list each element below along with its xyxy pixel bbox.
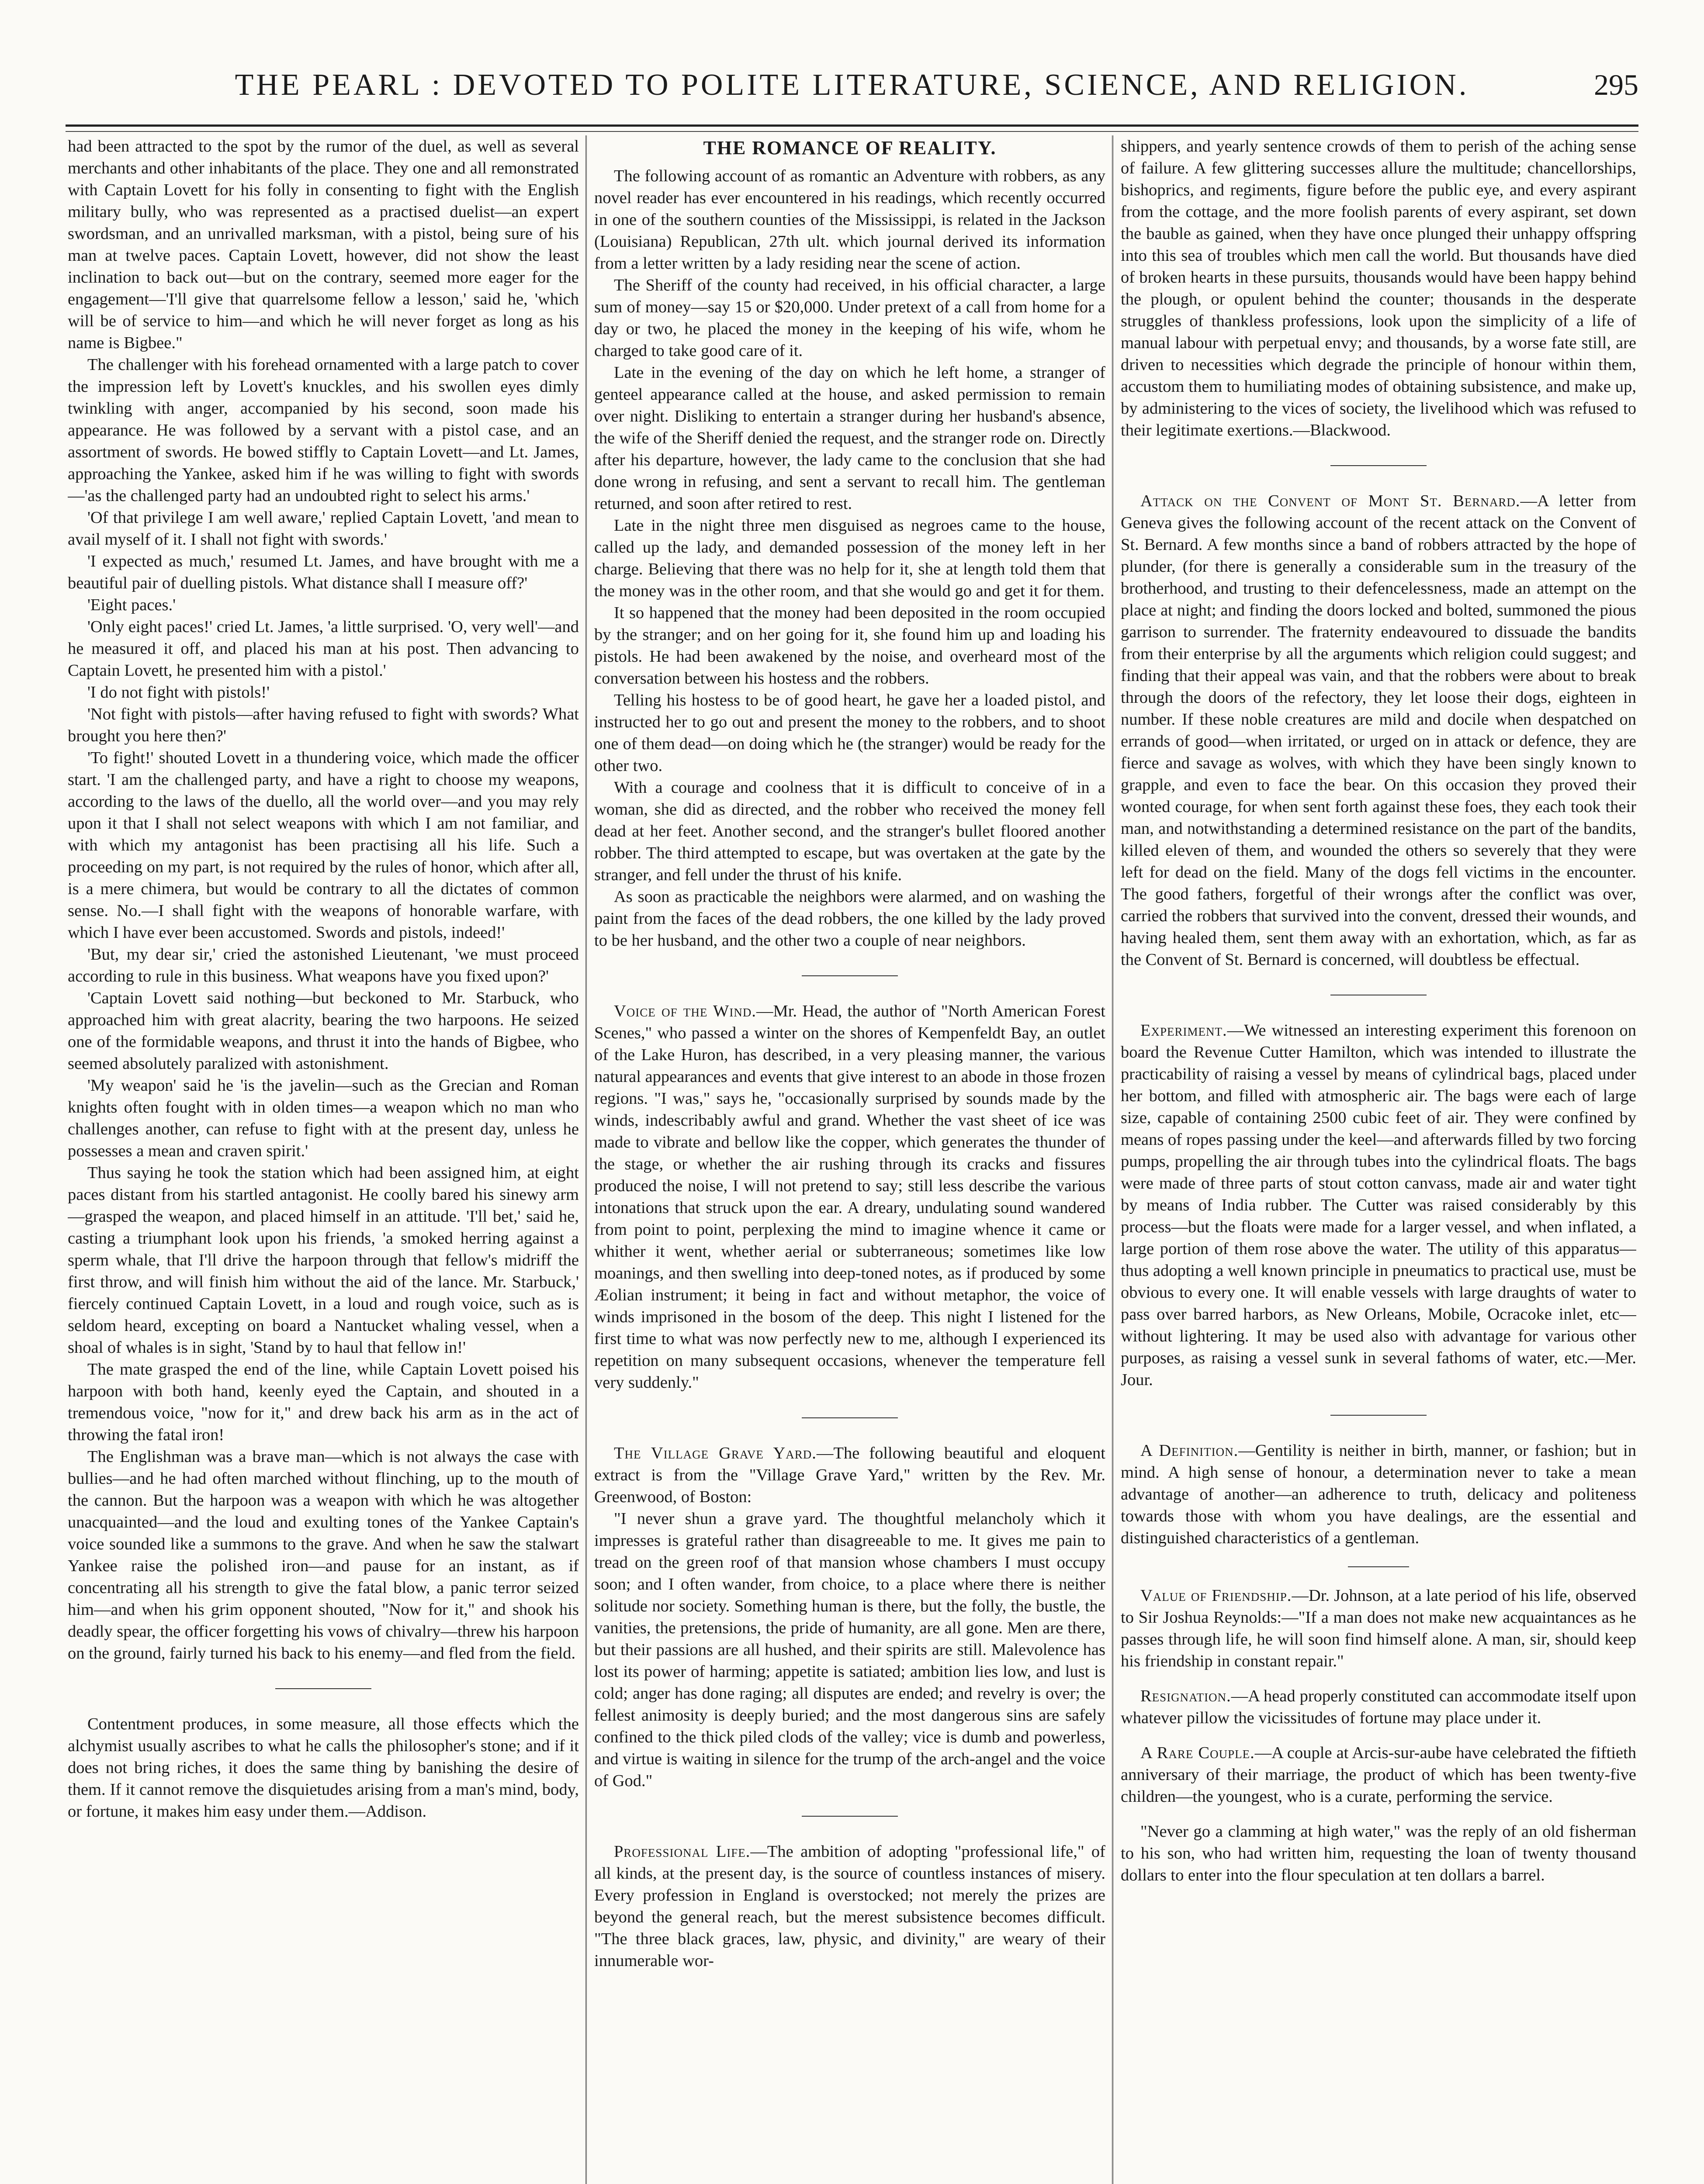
duel-paragraph: 'Not fight with pistols—after having refused to fight with swords? What brought you here then?': [68, 705, 579, 745]
section-separator: [275, 1688, 371, 1689]
romance-paragraph: Late in the evening of the day on which he left home, a stranger of genteel appearance called at the house, and asked permission to remain over night. Disliking to entertain a stranger during her husband's absence, the wife of the Sheriff denied the request, and the stranger rode on. Directly after his departure, however, the lady came to the conclusion that she had done wrong in refusing, and sent a servant to recall him. The gentleman returned, and soon after retired to rest.: [594, 363, 1105, 513]
section-separator: [1330, 1415, 1427, 1416]
duel-paragraph: 'I do not fight with pistols!': [87, 683, 270, 702]
duel-paragraph: 'Of that privilege I am well aware,' replied Captain Lovett, 'and mean to avail myself of it. I shall not fight with swords.': [68, 508, 579, 549]
section-separator: [1348, 1566, 1409, 1567]
definition-heading: A Definition.: [1140, 1441, 1239, 1460]
duel-paragraph: Thus saying he took the station which had been assigned him, at eight paces distant from his startled antagonist. He coolly bared his sinewy arm—grasped the weapon, and placed himself in an attitude. 'I'll bet,' said he, casting a triumphant look upon his friends, 'a smoked herring against a sperm whale, that I'll drive the harpoon through that fellow's midriff the first throw, and will finish him without the aid of the lance. Mr. Starbuck,' fiercely continued Captain Lovett, in a loud and rough voice, such as is seldom heard, excepting on board a Nantucket whaling vessel, when a shoal of whales is in sight, 'Stand by to haul that fellow in!': [68, 1164, 579, 1357]
romance-paragraph: Late in the night three men disguised as negroes came to the house, called up the lady, and demanded possession of the money left in her charge. Believing that there was no help for it, she at length told them that the money was in the other room, and that she would go and get it for them.: [594, 516, 1105, 600]
section-separator: [802, 1417, 898, 1418]
resignation-heading: Resignation.: [1140, 1687, 1231, 1705]
couple-heading: A Rare Couple.: [1140, 1744, 1255, 1762]
duel-paragraph: had been attracted to the spot by the rumor of the duel, as well as several merchants and other inhabitants of the place. They one and all remonstrated with Captain Lovett for his folly in consenting to fight with the English military bully, who was represented as a practised duelist—an expert swordsman, and an unrivalled marksman, with a pistol, being sure of his man at twelve paces. Captain Lovett, however, did not show the least inclination to back out—but on the contrary, seemed more eager for the engagement—'I'll give that quarrelsome fellow a lesson,' said he, 'which will be of service to him—and which he will never forget as long as his name is Bigbee.": [68, 137, 579, 352]
romance-paragraph: Telling his hostess to be of good heart, he gave her a loaded pistol, and instructed her to go out and present the money to the robbers, and to shoot one of them dead—on doing which he (the stranger) would be ready for the other two.: [594, 691, 1105, 775]
resignation-paragraph: [1121, 1685, 1636, 1729]
wind-paragraph: [594, 1000, 1105, 1393]
section-separator: [802, 975, 898, 976]
attack-text: —A letter from Geneva gives the following account of the recent attack on the Convent of St. Bernard. A few months since a band of robbers attracted by the hope of plunder, (for there is generally a considerable sum in the treasury of the brotherhood, and trusting to their defencelessness, made an attempt on the place at night; and finding the doors locked and bolted, summoned the pious garrison to surrender. The fraternity endeavoured to dissuade the bandits from their enterprise by all the arguments which religion could suggest; and finding that their appeal was vain, and that the robbers were about to break through the doors of the refectory, they let loose their dogs, eighteen in number. If these noble creatures are mild and docile when despatched on errands of good—when irritated, or urged on in attack or defence, they are fierce and savage as wolves, with which they have been singly known to grapple, and even to face the bear. On this occasion they proved their wonted courage, for when sent forth against these foes, they each took their man, and notwithstanding a determined resistance on the part of the bandits, killed eleven of them, and wounded the others so severely that they were left for dead on the field. Many of the dogs fell victims in the encounter. The good fathers, forgetful of their wrongs after the conflict was over, carried the robbers that survived into the convent, dressed their wounds, and having healed them, sent them away with an exhortation, which, as far as the Convent of St. Bernard is concerned, will doubtless be effectual.: [1121, 492, 1636, 969]
article-title: THE ROMANCE OF REALITY.: [703, 137, 997, 159]
column-right: [1121, 135, 1636, 2184]
romance-paragraph: The following account of as romantic an Adventure with robbers, as any novel reader has ever encountered in his readings, which recently occurred in one of the southern counties of the Mississippi, is related in the Jackson (Louisiana) Republican, 27th ult. which journal derived its information from a letter written by a lady residing near the scene of action.: [594, 167, 1105, 273]
header-rule: [66, 124, 1638, 132]
duel-paragraph: 'Eight paces.': [87, 596, 176, 614]
grave-intro: [594, 1442, 1105, 1508]
duel-paragraph: 'I expected as much,' resumed Lt. James, and have brought with me a beautiful pair of duelling pistols. What distance shall I measure off?': [68, 552, 579, 592]
experiment-text: —We witnessed an interesting experiment this forenoon on board the Revenue Cutter Hamilton, which was intended to illustrate the practicability of raising a vessel by means of cylindrical bags, placed under her bottom, and filled with atmospheric air. The bags were each of large size, capable of containing 2500 cubic feet of air. They were confined by means of ropes passing under the keel—and afterwards filled by two forcing pumps, propelling the air through tubes into the cylindrical floats. The bags were made of three parts of stout cotton canvass, made air and water tight by means of India rubber. The Cutter was raised considerably by this process—but the floats were made for a larger vessel, and when inflated, a large portion of them rose above the water. The utility of this apparatus—thus adopting a well known principle in pneumatics to practical use, must be obvious to every one. It will enable vessels with large draughts of water to pass over barred harbors, as New Orleans, Mobile, Ocracoke inlet, etc—without lightering. It may be used also with advantage for various other purposes, as raising a vessel sunk in several fathoms of water, etc.—Mer. Jour.: [1121, 1021, 1636, 1389]
resignation-text: —A head properly constituted can accommodate itself upon whatever pillow the vicissitudes of fortune may place under it.: [1121, 1687, 1636, 1727]
professional-continued: shippers, and yearly sentence crowds of them to perish of the aching sense of failure. A few glittering successes allure the multitude; chancellorships, bishoprics, and regiments, figure before the public eye, and every aspirant from the cottage, and the more foolish parents of every aspirant, set down the bauble as gained, when they have once plunged their unhappy offspring into this sea of troubles which men call the world. But thousands have died of broken hearts in these pursuits, thousands would have been happy behind the plough, or opulent behind the counter; thousands in the desperate struggles of thankless professions, look upon the simplicity of a life of manual labour with perpetual envy; and thousands, by a worse fate still, are driven to necessities which degrade the principle of honour within them, accustom them to humiliating modes of obtaining subsistence, and make up, by administering to the vices of society, the livelihood which was refused to their legitimate exertions.—Blackwood.: [1121, 137, 1636, 439]
duel-paragraph: 'To fight!' shouted Lovett in a thundering voice, which made the officer start. 'I am the challenged party, and have a right to choose my weapons, according to the laws of the duello, all the world over—and you may rely upon it that I shall not select weapons with which I am not familiar, and with which my antagonist has been practising all his life. Such a proceeding on my part, is not required by the rules of honor, which after all, is a mere chimera, but would be contrary to all the dictates of common sense. No.—I shall fight with the weapons of honorable warfare, with which I have ever been accustomed. Swords and pistols, indeed!': [68, 749, 579, 942]
page-number: 295: [1594, 68, 1638, 101]
duel-paragraph: The Englishman was a brave man—which is not always the case with bullies—and he had often marched without flinching, up to the mouth of the cannon. But the harpoon was a weapon with which he was altogether unacquainted—and the loud and exulting tones of the Yankee Captain's voice sounded like a summons to the grave. And when he saw the stalwart Yankee raise the polished iron—and pause for an instant, as if concentrating all his strength to give the fatal blow, a panic terror seized him—and when his grim opponent shouted, "Now for it," and shook his deadly spear, the officer forgetting his vows of chivalry—threw his harpoon on the ground, fairly turned his back to his enemy—and fled from the field.: [68, 1448, 579, 1662]
column-middle: [594, 135, 1105, 2184]
column-divider: [585, 135, 587, 2184]
definition-paragraph: [1121, 1440, 1636, 1549]
couple-text: —A couple at Arcis-sur-aube have celebrated the fiftieth anniversary of their marriage, the product of which has been twenty-five children—the youngest, who is a curate, performing the service.: [1121, 1744, 1636, 1806]
wind-text: —Mr. Head, the author of "North American Forest Scenes," who passed a winter on the shores of Kempenfeldt Bay, an outlet of the Lake Huron, has described, in a very pleasing manner, the various natural appearances and events that give interest to an abode in those frozen regions. "I was," says he, "occasionally surprised by sounds made by the winds, indescribably awful and grand. Whether the vast sheet of ice was made to vibrate and bellow like the copper, which generates the thunder of the stage, or whether the air rushing through its cracks and fissures produced the noise, I will not pretend to say; still less describe the various intonations that struck upon the ear. A dreary, undulating sound wandered from point to point, perplexing the mind to imagine whence it came or whither it went, whether aerial or subterraneous; sometimes like low moanings, and then swelling into deep-toned notes, as if produced by some Æolian instrument; it being in fact and without metaphor, the voice of winds imprisoned in the bosom of the deep. This night I listened for the first time to what was now perfectly new to me, although I experienced its repetition on many subsequent occasions, whenever the temperature fell very suddenly.": [594, 1002, 1105, 1392]
friendship-heading: Value of Friendship.: [1140, 1586, 1292, 1605]
journal-title: THE PEARL : DEVOTED TO POLITE LITERATURE, SCIENCE, AND RELIGION.: [235, 68, 1469, 102]
friendship-text: —Dr. Johnson, at a late period of his life, observed to Sir Joshua Reynolds:—"If a man does not make new acquaintances as he passes through life, he will soon find himself alone. A man, sir, should keep his friendship in constant repair.": [1121, 1586, 1636, 1670]
grave-intro-text: —The following beautiful and eloquent extract is from the "Village Grave Yard," written by the Rev. Mr. Greenwood, of Boston:: [594, 1444, 1105, 1506]
clamming-paragraph: "Never go a clamming at high water," was the reply of an old fisherman to his son, who had written him, requesting the loan of twenty thousand dollars to enter into the flour speculation at ten dollars a barrel.: [1121, 1822, 1636, 1884]
duel-paragraph: The challenger with his forehead ornamented with a large patch to cover the impression left by Lovett's knuckles, and his swollen eyes dimly twinkling with anger, accompanied by his second, soon made his appearance. He was followed by a servant with a pistol case, and an assortment of swords. He bowed stiffly to Captain Lovett—and Lt. James, approaching the Yankee, asked him if he was willing to fight with swords—'as the challenged party had an undoubted right to select his arms.': [68, 356, 579, 505]
definition-text: —Gentility is neither in birth, manner, or fashion; but in mind. A high sense of honour, a determination never to take a mean advantage of another—an adherence to truth, delicacy and politeness towards those with whom you have dealings, are the essential and distinguished characteristics of a gentleman.: [1121, 1441, 1636, 1547]
wind-heading: Voice of the Wind.: [614, 1002, 756, 1020]
column-divider: [1112, 135, 1113, 2184]
duel-paragraph: 'Only eight paces!' cried Lt. James, 'a little surprised. 'O, very well'—and he measured it off, and placed his man at his post. Then advancing to Captain Lovett, he presented him with a pistol.': [68, 618, 579, 680]
romance-paragraph: It so happened that the money had been deposited in the room occupied by the stranger; and on her going for it, she found him up and loading his pistols. He had been awakened by the noise, and overheard most of the conversation between his hostess and the robbers.: [594, 604, 1105, 688]
section-separator: [802, 1816, 898, 1817]
professional-text: —The ambition of adopting "professional life," of all kinds, at the present day, is the source of countless instances of misery. Every profession in England is overstocked; not merely the prizes are beyond the general reach, but the merest subsistence becomes difficult. "The three black graces, law, physic, and divinity," are weary of their innumerable wor-: [594, 1842, 1105, 1970]
section-separator: [1330, 465, 1427, 466]
page-header: [66, 50, 1638, 116]
experiment-heading: Experiment.: [1140, 1021, 1227, 1040]
column-left: [68, 135, 579, 2184]
romance-paragraph: The Sheriff of the county had received, in his official character, a large sum of money—say 15 or $20,000. Under pretext of a call from home for a day or two, he placed the money in the keeping of his wife, whom he charged to take good care of it.: [594, 276, 1105, 360]
duel-paragraph: 'But, my dear sir,' cried the astonished Lieutenant, 'we must proceed according to rule in this business. What weapons have you fixed upon?': [68, 945, 579, 985]
romance-paragraph: As soon as practicable the neighbors were alarmed, and on washing the paint from the faces of the dead robbers, the one killed by the lady proved to be her husband, and the other two a couple of near neighbors.: [594, 888, 1105, 950]
romance-paragraph: With a courage and coolness that it is difficult to conceive of in a woman, she did as directed, and the robber who received the money fell dead at her feet. Another second, and the stranger's bullet floored another robber. The third attempted to escape, but was overtaken at the gate by the stranger, and fell under the thrust of his knife.: [594, 778, 1105, 884]
professional-heading: Professional Life.: [614, 1842, 751, 1861]
friendship-paragraph: [1121, 1585, 1636, 1672]
couple-paragraph: [1121, 1742, 1636, 1807]
attack-paragraph: [1121, 490, 1636, 971]
grave-heading: The Village Grave Yard.: [614, 1444, 817, 1462]
duel-paragraph: The mate grasped the end of the line, while Captain Lovett poised his harpoon with both hand, keenly eyed the Captain, and shouted in a tremendous voice, "now for it," and drew back his arm as in the act of throwing the fatal iron!: [68, 1360, 579, 1444]
duel-paragraph: 'Captain Lovett said nothing—but beckoned to Mr. Starbuck, who approached him with great alacrity, bearing the two harpoons. He seized one of the formidable weapons, and thrust it into the hands of Bigbee, who seemed absolutely paralized with astonishment.: [68, 989, 579, 1073]
professional-paragraph: [594, 1841, 1105, 1972]
attack-heading: Attack on the Convent of Mont St. Bernard.: [1140, 492, 1520, 510]
duel-paragraph: 'My weapon' said he 'is the javelin—such as the Grecian and Roman knights often fought with in olden times—a weapon which no man who challenges another, can refuse to fight with at the present day, unless he possesses a mean and craven spirit.': [68, 1076, 579, 1160]
grave-quote: "I never shun a grave yard. The thoughtful melancholy which it impresses is grateful rather than disagreeable to me. It gives me pain to tread on the green roof of that mansion whose chambers I must occupy soon; and I often wander, from choice, to a place where there is neither solitude nor society. Something human is there, but the folly, the bustle, the vanities, the pretensions, the pride of humanity, are all gone. Men are there, but their passions are all hushed, and their spirits are still. Malevolence has lost its power of harming; appetite is satiated; ambition lies low, and lust is cold; anger has done raging; all disputes are ended; and revelry is over; the fellest animosity is deeply buried; and the most dangerous sins are safely confined to the thick piled clods of the valley; vice is dumb and powerless, and virtue is waiting in silence for the trump of the arch-angel and the voice of God.": [594, 1510, 1105, 1790]
addison-paragraph: Contentment produces, in some measure, all those effects which the alchymist usually ascribes to what he calls the philosopher's stone; and if it does not bring riches, it does the same thing by banishing the desire of them. If it cannot remove the disquietudes arising from a man's mind, body, or fortune, it makes him easy under them.—Addison.: [68, 1715, 579, 1821]
experiment-paragraph: [1121, 1019, 1636, 1391]
